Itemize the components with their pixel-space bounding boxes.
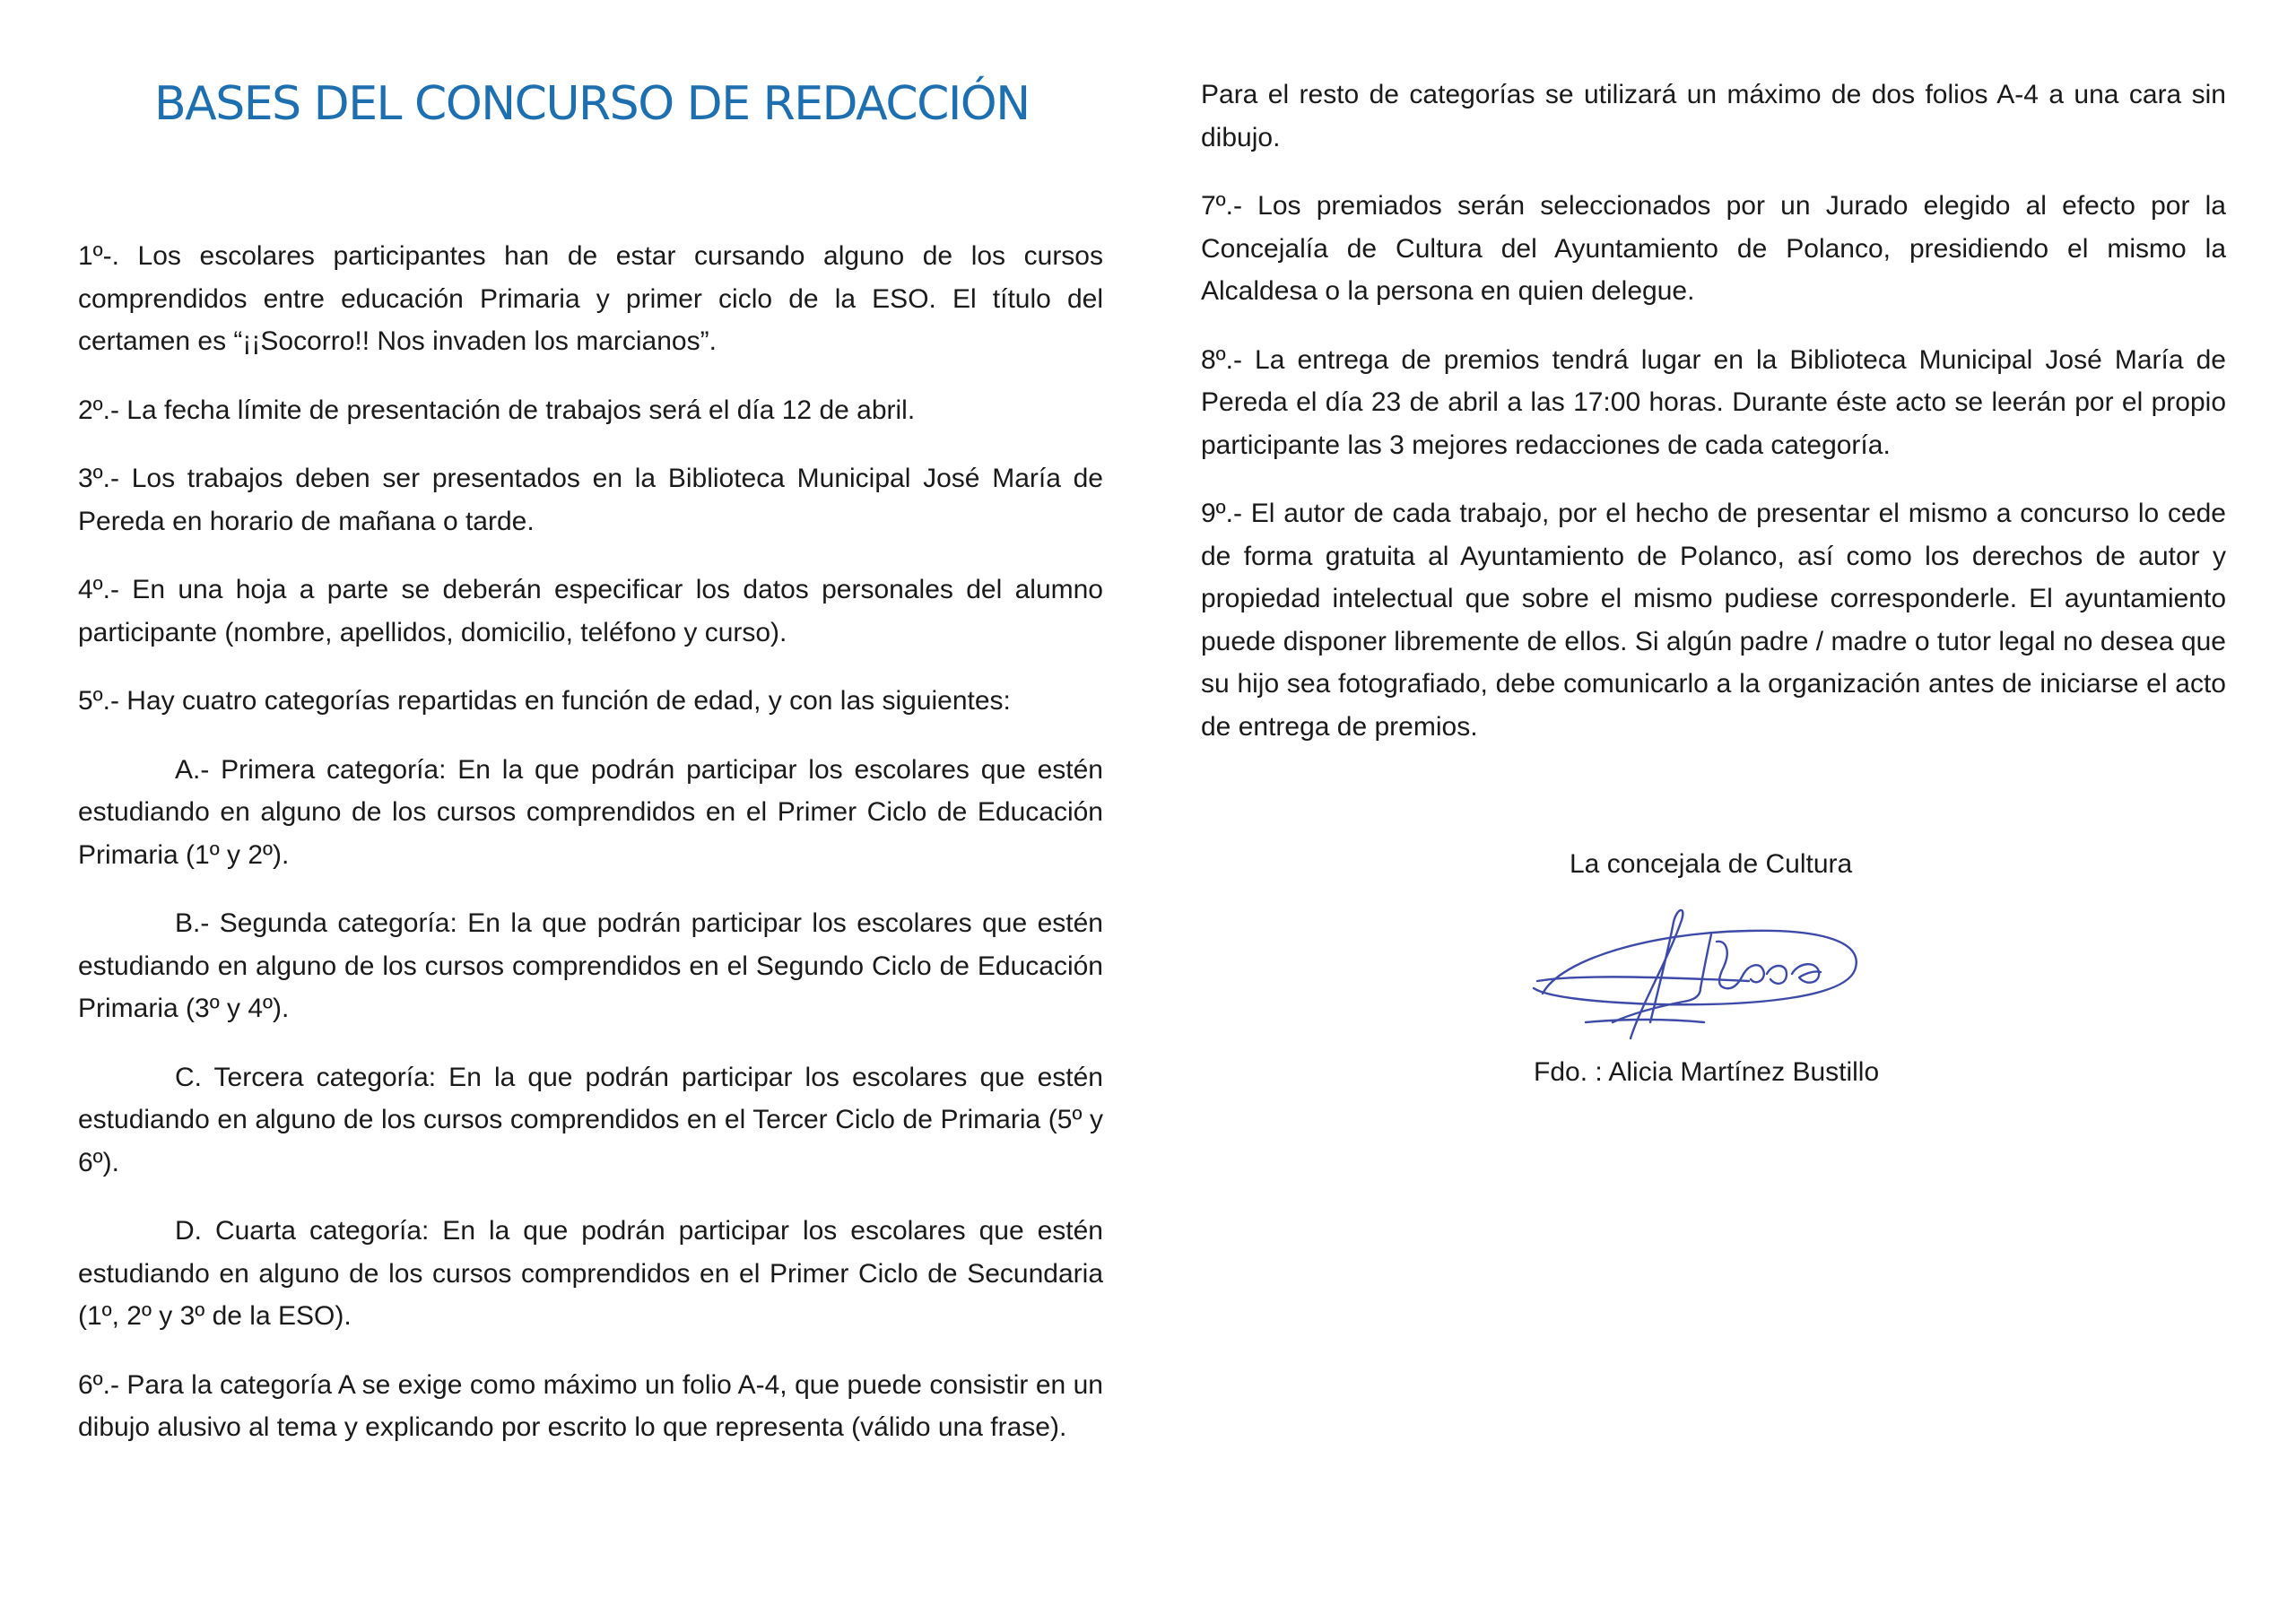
signer-role: La concejala de Cultura bbox=[1570, 849, 1853, 879]
rule-2: 2º.- La fecha límite de presentación de trabajos será el día 12 de abril. bbox=[78, 395, 916, 425]
rule-5: 5º.- Hay cuatro categorías repartidas en función de edad, y con las siguientes: bbox=[78, 686, 1011, 716]
category-b: B.- Segunda categoría: En la que podrán participar los escolares que estén estudiando en alguno de los cursos comprendidos en el Segundo Ciclo de Educación Primaria (3º y 4º). bbox=[78, 908, 1103, 1023]
rule-6: 6º.- Para la categoría A se exige como máximo un folio A-4, que puede consistir en un dibujo alusivo al tema y explicando por escrito lo que representa (válido una frase). bbox=[78, 1369, 1103, 1442]
rule-7: 7º.- Los premiados serán seleccionados por un Jurado elegido al efecto por la Concejalía de Cultura del Ayuntamiento de Polanco, presidiendo el mismo la Alcaldesa o la persona en quien delegue. bbox=[1201, 191, 2226, 306]
rule-6-continued: Para el resto de categorías se utilizará un máximo de dos folios A-4 a una cara sin dibujo. bbox=[1201, 80, 2226, 152]
handwritten-signature bbox=[1525, 888, 1901, 1067]
signer-name: Fdo. : Alicia Martínez Bustillo bbox=[1534, 1057, 1880, 1087]
left-column bbox=[78, 235, 1103, 1475]
rule-3: 3º.- Los trabajos deben ser presentados en la Biblioteca Municipal José María de Pereda en horario de mañana o tarde. bbox=[78, 464, 1103, 536]
rule-9: 9º.- El autor de cada trabajo, por el hecho de presentar el mismo a concurso lo cede de forma gratuita al Ayuntamiento de Polanco, así como los derechos de autor y propiedad intelectual que sobre el mismo pudiese corresponderle. El ayuntamiento puede disponer libremente de ellos. Si algún padre / madre o tutor legal no desea que su hijo sea fotografiado, debe comunicarlo a la organización antes de iniciarse el acto de entrega de premios. bbox=[1201, 499, 2226, 742]
category-c: C. Tercera categoría: En la que podrán participar los escolares que estén estudiando en alguno de los cursos comprendidos en el Tercer Ciclo de Primaria (5º y 6º). bbox=[78, 1062, 1103, 1177]
category-a: A.- Primera categoría: En la que podrán participar los escolares que estén estudiando en alguno de los cursos comprendidos en el Primer Ciclo de Educación Primaria (1º y 2º). bbox=[78, 754, 1103, 870]
rule-8: 8º.- La entrega de premios tendrá lugar en la Biblioteca Municipal José María de Pereda el día 23 de abril a las 17:00 horas. Durante éste acto se leerán por el propio participante las 3 mejores redacciones de cada categoría. bbox=[1201, 344, 2226, 460]
page-title: BASES DEL CONCURSO DE REDACCIÓN bbox=[154, 77, 1030, 131]
category-d: D. Cuarta categoría: En la que podrán participar los escolares que estén estudiando en alguno de los cursos comprendidos en el Primer Ciclo de Secundaria (1º, 2º y 3º de la ESO). bbox=[78, 1216, 1103, 1331]
right-column bbox=[1201, 74, 2226, 774]
rule-4: 4º.- En una hoja a parte se deberán especificar los datos personales del alumno participante (nombre, apellidos, domicilio, teléfono y curso). bbox=[78, 575, 1103, 647]
rule-1: 1º-. Los escolares participantes han de estar cursando alguno de los cursos comprendidos entre educación Primaria y primer ciclo de la ESO. El título del certamen es “¡¡Socorro!! Nos invaden los marcianos”. bbox=[78, 241, 1103, 356]
